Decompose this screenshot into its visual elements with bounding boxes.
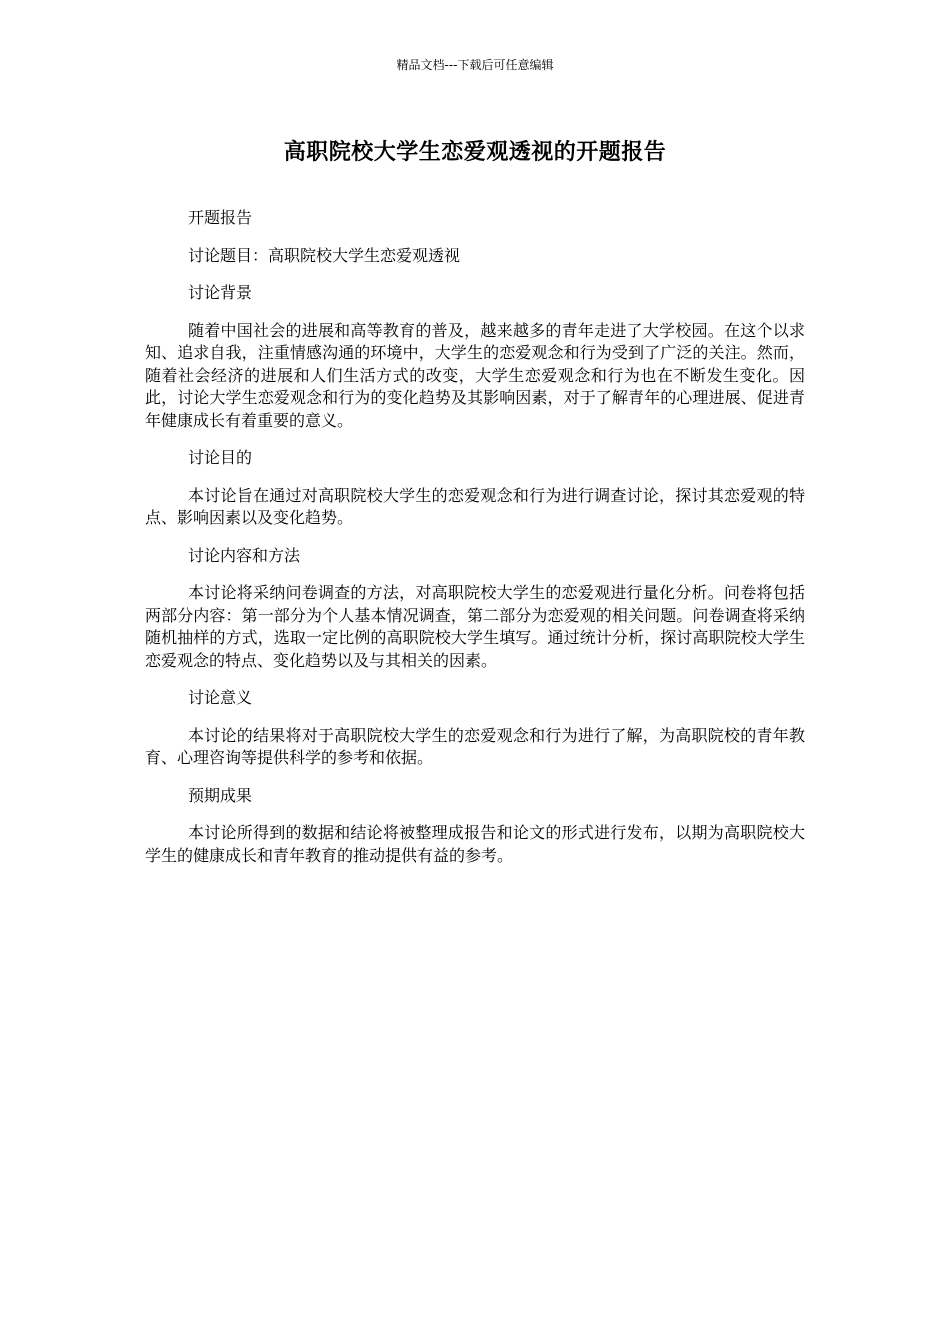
paragraph-purpose: 本讨论旨在通过对高职院校大学生的恋爱观念和行为进行调查讨论，探讨其恋爱观的特点、影响因素以及变化趋势。 xyxy=(145,485,805,527)
section-heading-purpose: 讨论目的 xyxy=(188,448,253,467)
paragraph-method: 本讨论将采纳问卷调查的方法，对高职院校大学生的恋爱观进行量化分析。问卷将包括两部分内容：第一部分为个人基本情况调查，第二部分为恋爱观的相关问题。问卷调查将采纳随机抽样的方式，选取一定比例的高职院校大学生填写。通过统计分析，探讨高职院校大学生恋爱观念的特点、变化趋势以及与其相关的因素。 xyxy=(145,583,805,670)
paragraph-significance: 本讨论的结果将对于高职院校大学生的恋爱观念和行为进行了解，为高职院校的青年教育、心理咨询等提供科学的参考和依据。 xyxy=(145,725,805,767)
section-heading-background: 讨论背景 xyxy=(188,283,253,302)
header-note: 精品文档---下载后可任意编辑 xyxy=(396,58,554,72)
document-title: 高职院校大学生恋爱观透视的开题报告 xyxy=(283,140,667,165)
section-heading-method: 讨论内容和方法 xyxy=(188,545,301,565)
section-heading-report: 开题报告 xyxy=(188,208,253,227)
document-body xyxy=(145,207,805,882)
paragraph-outcomes: 本讨论所得到的数据和结论将被整理成报告和论文的形式进行发布，以期为高职院校大学生的健康成长和青年教育的推动提供有益的参考。 xyxy=(145,823,805,865)
section-heading-outcomes: 预期成果 xyxy=(188,785,253,805)
paragraph-background: 随着中国社会的进展和高等教育的普及，越来越多的青年走进了大学校园。在这个以求知、追求自我，注重情感沟通的环境中，大学生的恋爱观念和行为受到了广泛的关注。然而，随着社会经济的进展和人们生活方式的改变，大学生恋爱观念和行为也在不断发生变化。因此，讨论大学生恋爱观念和行为的变化趋势及其影响因素，对于了解青年的心理进展、促进青年健康成长有着重要的意义。 xyxy=(145,320,805,430)
section-heading-topic: 讨论题目：高职院校大学生恋爱观透视 xyxy=(188,245,461,265)
section-heading-significance: 讨论意义 xyxy=(188,688,253,707)
